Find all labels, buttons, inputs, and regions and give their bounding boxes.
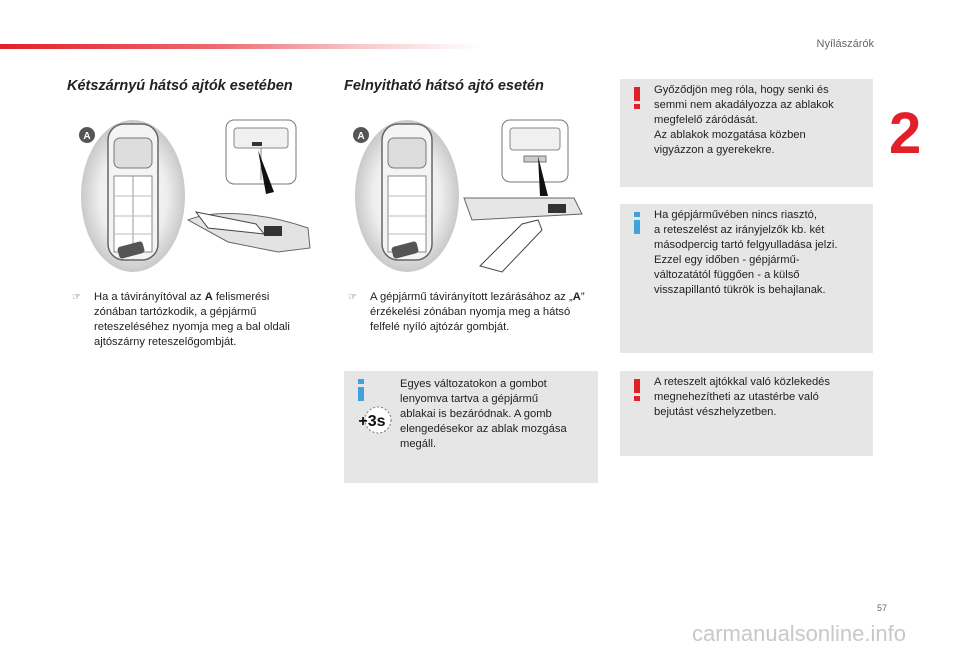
- svg-text:A: A: [357, 131, 365, 142]
- warning-box-windows: [620, 79, 873, 187]
- info-box-3s-text: Egyes változatokon a gombot lenyomva tartva a gépjármű ablakai is bezáródnak. A gomb elengedésekor az ablak mozgása megáll.: [400, 378, 567, 450]
- section-title: Nyílászárók: [816, 38, 874, 50]
- left-instruction: ☞ Ha a távirányítóval az A felismerési zónában tartózkodik, a gépjármű reteszeléséhez nyomja meg a bal oldali ajtószárny reteszelőgombját.: [72, 291, 290, 348]
- bullet-arrow-icon: ☞: [72, 292, 81, 303]
- bullet-arrow-icon: ☞: [348, 292, 357, 303]
- chapter-number: 2: [889, 101, 922, 166]
- warning-box-locked-doors-text: A reteszelt ajtókkal való közlekedés megnehezítheti az utastérbe való bejutást vészhelyzetben.: [654, 376, 830, 418]
- warning-box-locked-doors: [620, 371, 873, 456]
- header-accent-bar: [0, 44, 480, 49]
- svg-text:A: A: [83, 131, 91, 142]
- info-icon: [354, 379, 368, 401]
- timer-3s-icon: [350, 405, 394, 435]
- middle-instruction: ☞ A gépjármű távirányított lezárásához az „A” érzékelési zónában nyomja meg a hátsó felfelé nyíló ajtózár gombját.: [348, 291, 585, 333]
- info-icon: [630, 212, 644, 234]
- page-number: 57: [876, 603, 887, 613]
- watermark: carmanualsonline.info: [691, 621, 906, 646]
- tailgate-illustration: [352, 116, 602, 276]
- info-box-3s: [344, 371, 598, 483]
- lock-button-icon: [548, 204, 566, 213]
- middle-heading: Felnyitható hátsó ajtó esetén: [344, 78, 544, 94]
- info-box-alarm: [620, 204, 873, 353]
- svg-text:+3s: +3s: [358, 413, 386, 430]
- warning-box-windows-text: Győződjön meg róla, hogy senki és semmi nem akadályozza az ablakok megfelelő záródását. Az ablakok mozgatása közben vigyázzon a gyerekekre.: [654, 84, 834, 156]
- warning-icon: [630, 379, 644, 401]
- warning-icon: [630, 87, 644, 109]
- hand-icon: [480, 220, 542, 272]
- left-heading: Kétszárnyú hátsó ajtók esetében: [67, 78, 293, 94]
- double-door-illustration: [78, 116, 328, 276]
- info-box-alarm-text: Ha gépjárművében nincs riasztó, a reteszelést az irányjelzők kb. két másodpercig tartó felgyulladása jelzi. Ezzel egy időben - gépjármű- változatától függően - a külső visszapillantó tükrök is behajlanak.: [654, 209, 838, 296]
- lock-button-icon: [264, 226, 282, 236]
